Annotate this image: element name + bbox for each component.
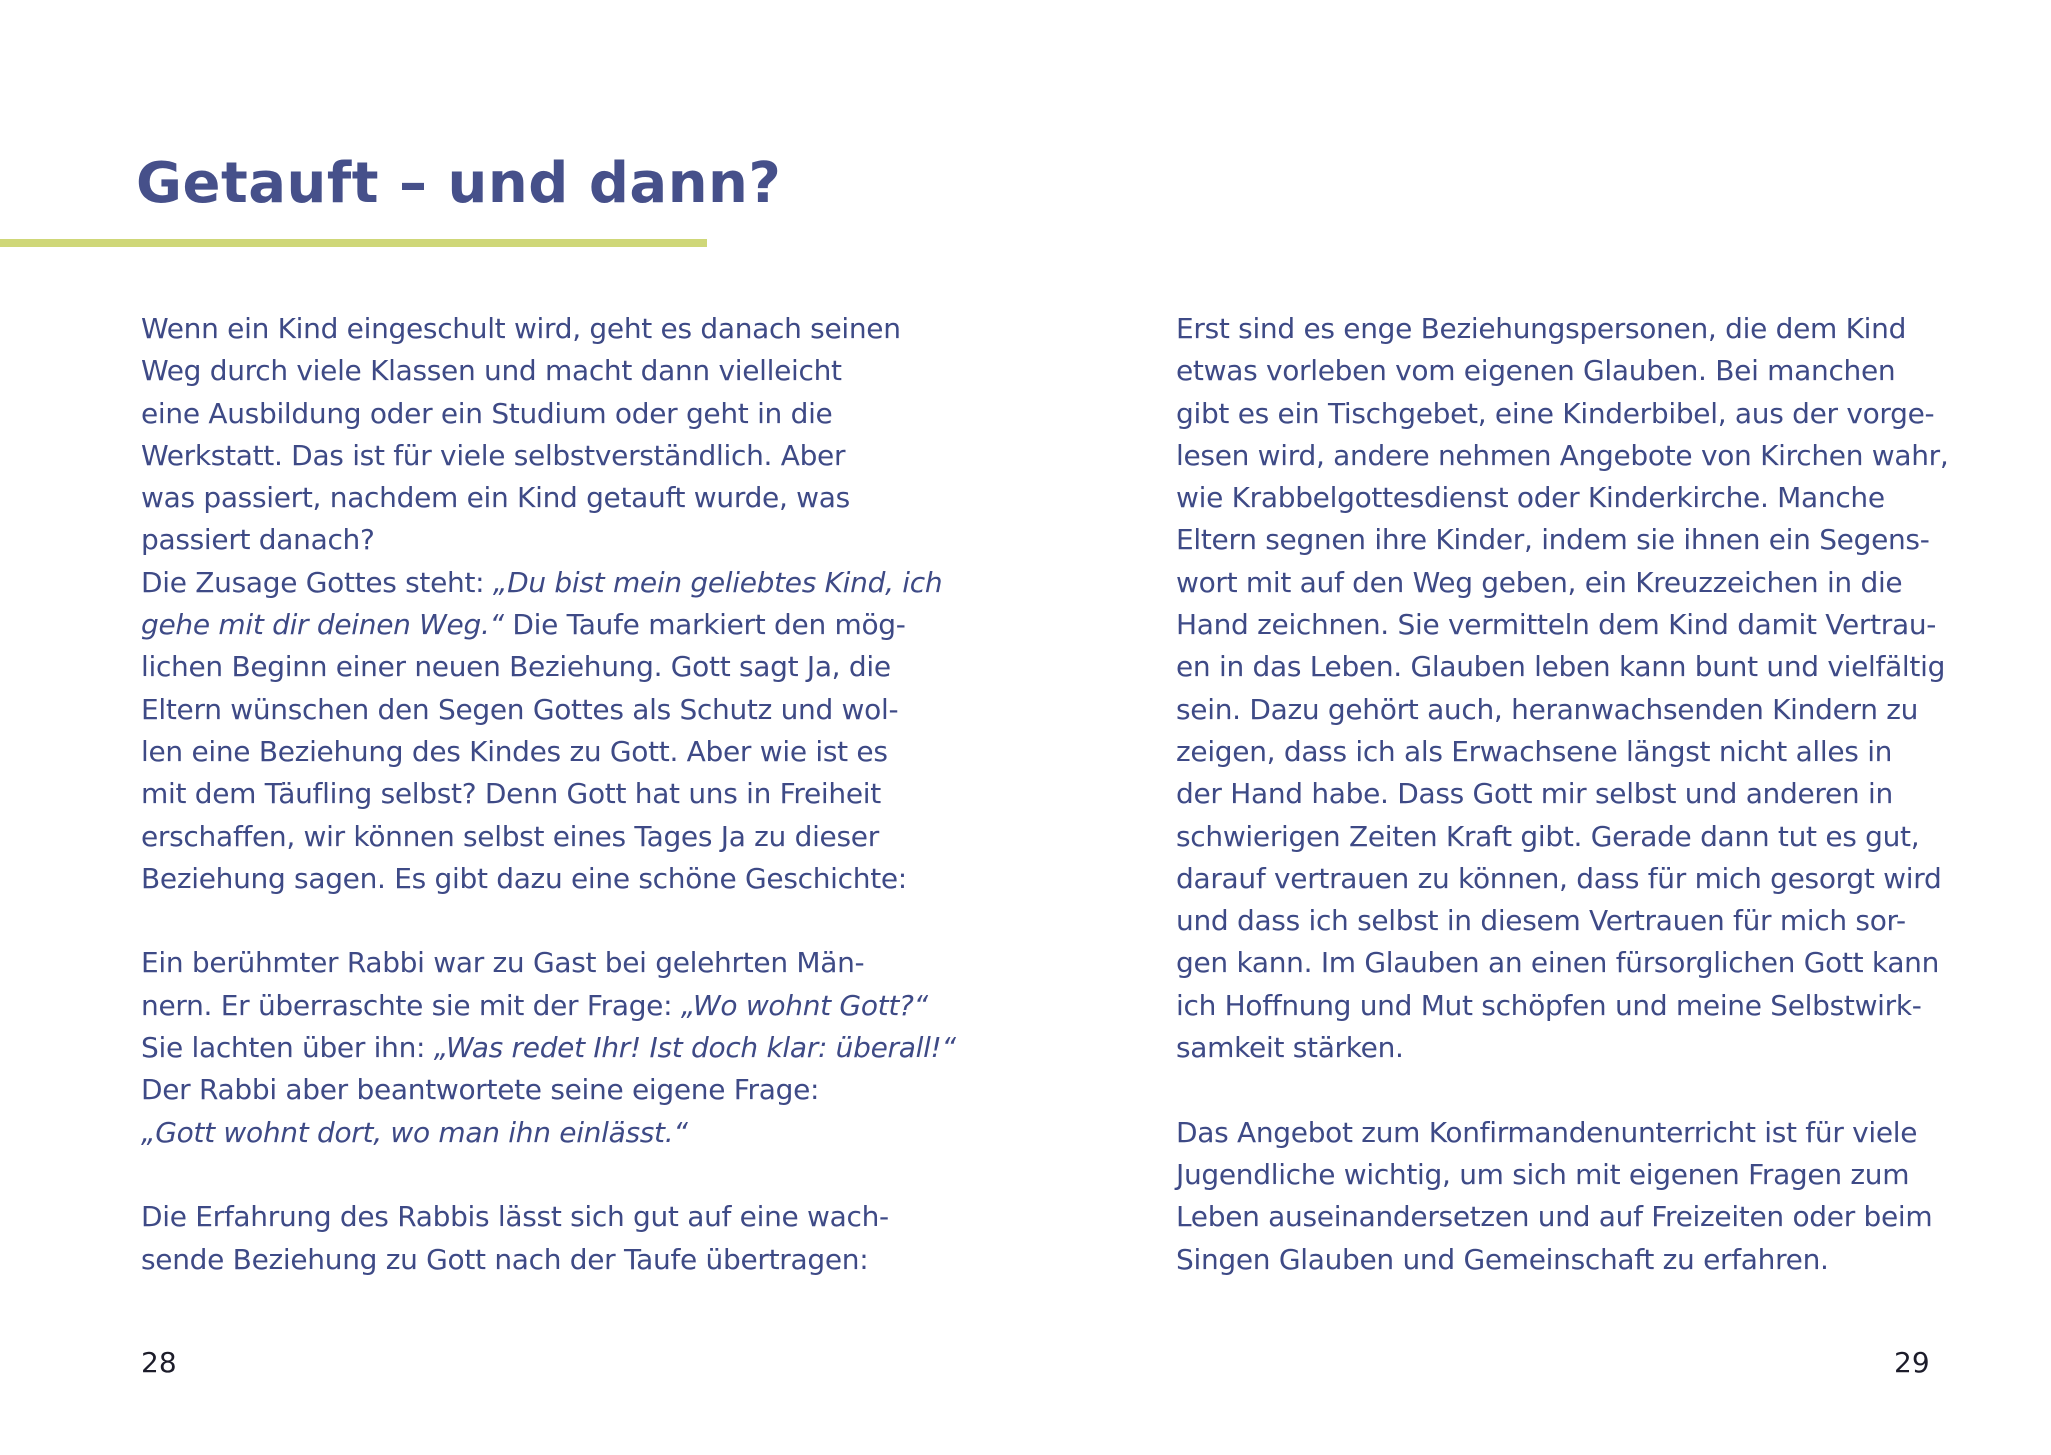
text-run: len eine Beziehung des Kindes zu Gott. Aber wie ist es xyxy=(141,734,888,768)
text-line xyxy=(1176,477,1966,519)
text-run: und dass ich selbst in diesem Vertrauen für mich sor- xyxy=(1176,904,1906,938)
text-run: Leben auseinandersetzen und auf Freizeiten oder beim xyxy=(1176,1200,1933,1234)
text-run: Ein berühmter Rabbi war zu Gast bei gelehrten Män- xyxy=(141,946,865,980)
text-line xyxy=(141,646,931,688)
text-run: Hand zeichnen. Sie vermitteln dem Kind damit Vertrau- xyxy=(1176,608,1937,642)
text-run: mit dem Täufling selbst? Denn Gott hat uns in Freiheit xyxy=(141,777,881,811)
text-line xyxy=(141,1069,931,1111)
text-line xyxy=(1176,689,1966,731)
text-run: Die Taufe markiert den mög- xyxy=(503,608,906,642)
paragraph-gap xyxy=(1176,1069,1966,1111)
text-run: gen kann. Im Glauben an einen fürsorglichen Gott kann xyxy=(1176,946,1940,980)
page-title: Getauft – und dann? xyxy=(136,151,782,216)
text-line xyxy=(1176,604,1966,646)
quote-italic: gehe mit dir deinen Weg.“ xyxy=(141,608,504,642)
text-run: schwierigen Zeiten Kraft gibt. Gerade dann tut es gut, xyxy=(1176,819,1920,853)
text-run: passiert danach? xyxy=(141,523,375,557)
text-run: Weg durch viele Klassen und macht dann vielleicht xyxy=(141,354,842,388)
text-run: Sie lachten über ihn: xyxy=(141,1031,434,1065)
left-text-column xyxy=(141,308,956,1281)
text-line xyxy=(1176,1112,1966,1154)
text-run: zeigen, dass ich als Erwachsene längst nicht alles in xyxy=(1176,734,1893,768)
text-run: Die Zusage Gottes steht: xyxy=(141,565,493,599)
text-run: Die Erfahrung des Rabbis lässt sich gut auf eine wach- xyxy=(141,1200,889,1234)
text-line xyxy=(141,1196,931,1238)
text-line xyxy=(141,731,931,773)
quote-italic: „Wo wohnt Gott?“ xyxy=(680,988,928,1022)
text-run: eine Ausbildung oder ein Studium oder geht in die xyxy=(141,396,833,430)
text-line xyxy=(141,985,931,1027)
text-line xyxy=(1176,1196,1966,1238)
text-run: Eltern wünschen den Segen Gottes als Schutz und wol- xyxy=(141,692,899,726)
text-line xyxy=(1176,646,1966,688)
text-run: ich Hoffnung und Mut schöpfen und meine Selbstwirk- xyxy=(1176,988,1922,1022)
paragraph-gap xyxy=(141,900,931,942)
text-run: Werkstatt. Das ist für viele selbstverständlich. Aber xyxy=(141,438,846,472)
text-run: der Hand habe. Dass Gott mir selbst und anderen in xyxy=(1176,777,1893,811)
text-line xyxy=(141,689,931,731)
text-line xyxy=(1176,562,1966,604)
text-run: wie Krabbelgottesdienst oder Kinderkirche. Manche xyxy=(1176,481,1885,515)
text-line xyxy=(1176,519,1966,561)
text-run: Wenn ein Kind eingeschult wird, geht es danach seinen xyxy=(141,312,901,345)
text-line xyxy=(141,942,931,984)
text-line xyxy=(1176,985,1966,1027)
right-text-column xyxy=(1176,308,1966,1281)
text-run: gibt es ein Tischgebet, eine Kinderbibel, aus der vorge- xyxy=(1176,396,1935,430)
text-run: sein. Dazu gehört auch, heranwachsenden Kindern zu xyxy=(1176,692,1919,726)
text-run: was passiert, nachdem ein Kind getauft wurde, was xyxy=(141,481,850,515)
text-line xyxy=(1176,942,1966,984)
text-line xyxy=(1176,435,1966,477)
text-line xyxy=(1176,350,1966,392)
text-run: Jugendliche wichtig, um sich mit eigenen Fragen zum xyxy=(1176,1157,1910,1191)
text-line xyxy=(141,435,931,477)
text-run: Das Angebot zum Konfirmandenunterricht ist für viele xyxy=(1176,1115,1918,1149)
text-line xyxy=(141,519,931,561)
text-run: Singen Glauben und Gemeinschaft zu erfahren. xyxy=(1176,1242,1829,1276)
text-run: en in das Leben. Glauben leben kann bunt und vielfältig xyxy=(1176,650,1946,684)
text-run: Erst sind es enge Beziehungspersonen, die dem Kind xyxy=(1176,312,1907,345)
text-line xyxy=(1176,900,1966,942)
paragraph-gap xyxy=(141,1154,931,1196)
page-number-right: 29 xyxy=(1894,1346,1930,1379)
text-line xyxy=(1176,731,1966,773)
text-line xyxy=(1176,816,1966,858)
text-line xyxy=(141,1112,931,1154)
text-line xyxy=(1176,1239,1966,1281)
text-run: erschaffen, wir können selbst eines Tages Ja zu dieser xyxy=(141,819,879,853)
text-line xyxy=(1176,393,1966,435)
text-line xyxy=(1176,773,1966,815)
text-line xyxy=(1176,308,1966,350)
text-run: etwas vorleben vom eigenen Glauben. Bei manchen xyxy=(1176,354,1896,388)
text-run: lichen Beginn einer neuen Beziehung. Gott sagt Ja, die xyxy=(141,650,891,684)
text-run: wort mit auf den Weg geben, ein Kreuzzeichen in die xyxy=(1176,565,1903,599)
text-line xyxy=(141,308,931,350)
text-line xyxy=(141,477,931,519)
text-run: Eltern segnen ihre Kinder, indem sie ihnen ein Segens- xyxy=(1176,523,1930,557)
text-line xyxy=(1176,1027,1966,1069)
text-line xyxy=(141,604,931,646)
text-line xyxy=(1176,1154,1966,1196)
text-run: darauf vertrauen zu können, dass für mich gesorgt wird xyxy=(1176,861,1942,895)
quote-italic: „Du bist mein geliebtes Kind, ich xyxy=(492,565,943,599)
text-line xyxy=(141,858,931,900)
text-line xyxy=(141,816,931,858)
text-run: sende Beziehung zu Gott nach der Taufe übertragen: xyxy=(141,1242,869,1276)
text-line xyxy=(141,350,931,392)
text-line xyxy=(141,1027,956,1069)
text-line xyxy=(141,393,931,435)
quote-italic: „Was redet Ihr! Ist doch klar: überall!“ xyxy=(433,1031,956,1065)
title-underline-rule xyxy=(0,239,707,247)
page-number-left: 28 xyxy=(141,1346,177,1379)
text-run: Der Rabbi aber beantwortete seine eigene Frage: xyxy=(141,1073,820,1107)
text-run: nern. Er überraschte sie mit der Frage: xyxy=(141,988,681,1022)
text-line xyxy=(141,1239,931,1281)
quote-italic: „Gott wohnt dort, wo man ihn einlässt.“ xyxy=(141,1115,688,1149)
text-run: Beziehung sagen. Es gibt dazu eine schöne Geschichte: xyxy=(141,861,907,895)
text-run: lesen wird, andere nehmen Angebote von Kirchen wahr, xyxy=(1176,438,1949,472)
text-line xyxy=(1176,858,1966,900)
text-line xyxy=(141,562,943,604)
text-run: samkeit stärken. xyxy=(1176,1031,1404,1065)
text-line xyxy=(141,773,931,815)
